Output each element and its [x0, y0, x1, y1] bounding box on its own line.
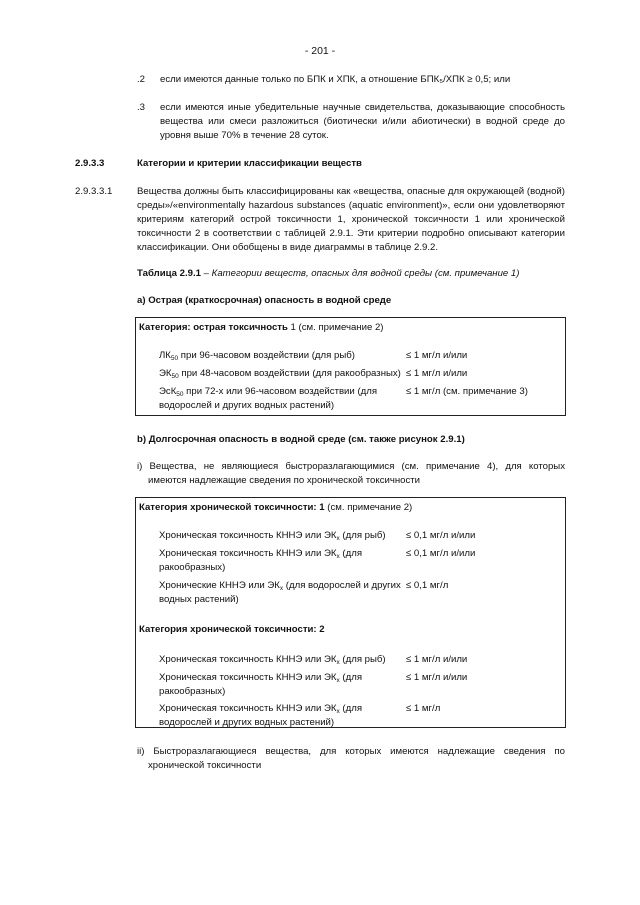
- acute-row-2-sub: 50: [171, 373, 179, 380]
- chronic-cat2-row-2-value: ≤ 1 мг/л и/или: [406, 672, 468, 683]
- acute-row-1: [159, 349, 355, 363]
- chronic-table: [135, 497, 566, 728]
- paragraph-text: Вещества должны быть классифицированы как «вещества, опасные для окружающей (водной) среды»/«environmentally hazardous substances (aquatic environment)», если они удовлетворяют критериям категорий острой токсичности 1, хронической токсичности 1 или хронической токсичности 2 в соответствии с таблицей 2.9.1. Эти критерии подробно описывают категории классификации. Они обобщены в виде диаграммы в таблице 2.9.2.: [137, 186, 565, 253]
- caption-text: Категории веществ, опасных для водной среды (см. примечание 1): [211, 268, 520, 279]
- row-text-cont: водорослей и других водных растений): [159, 717, 335, 728]
- row-tail: (для: [339, 548, 363, 559]
- acute-row-2: [159, 367, 401, 381]
- row-sub: x: [336, 659, 340, 666]
- list-item-number: .2: [137, 74, 146, 85]
- list-item-number: .3: [137, 102, 146, 113]
- row-tail: (для рыб): [339, 530, 386, 541]
- acute-row-3-value: ≤ 1 мг/л (см. примечание 3): [406, 386, 528, 397]
- acute-category-note: 1 (см. примечание 2): [287, 322, 384, 333]
- chronic-cat2-row-3-value: ≤ 1 мг/л: [406, 703, 441, 714]
- row-text: Хроническая токсичность КННЭ или ЭК: [159, 672, 337, 683]
- list-item-text: если имеются иные убедительные научные свидетельства, доказывающие способность вещества или смеси разложиться (биотически и/или абиотически) в водной среде до уровня выше 70% в течение 28 суток.: [160, 102, 565, 141]
- item-i: i) Вещества, не являющиеся быстроразлагающимися (см. примечание 4), для которых имеются надлежащие сведения по хронической токсичности: [137, 461, 565, 486]
- row-text: Хроническая токсичность КННЭ или ЭК: [159, 654, 337, 665]
- acute-category-heading: [139, 321, 384, 335]
- chronic-cat1-row-2-value: ≤ 0,1 мг/л и/или: [406, 548, 476, 559]
- acute-row-1-sub: 50: [170, 355, 179, 362]
- chronic-cat2-row-3: [159, 702, 362, 730]
- row-text: Хронические КННЭ или ЭК: [159, 580, 280, 591]
- acute-row-1-value: ≤ 1 мг/л и/или: [406, 350, 468, 361]
- row-text: Хроническая токсичность КННЭ или ЭК: [159, 530, 337, 541]
- acute-row-3-label: ЭсК: [159, 386, 177, 397]
- acute-row-2-text: при 48-часовом воздействии (для ракообразных): [178, 368, 401, 379]
- heading-chronic: b) Долгосрочная опасность в водной среде (см. также рисунок 2.9.1): [137, 434, 465, 445]
- row-sub: x: [336, 553, 340, 560]
- paragraph-number: 2.9.3.3.1: [75, 186, 113, 197]
- row-text-cont: ракообразных): [159, 686, 226, 697]
- acute-row-3-text-cont: водорослей и других водных растений): [159, 400, 335, 411]
- acute-row-3-text: при 72-х или 96-часовом воздействии (для: [183, 386, 378, 397]
- item-ii: ii) Быстроразлагающиеся вещества, для которых имеются надлежащие сведения по хронической токсичности: [137, 746, 565, 771]
- heading-acute: a) Острая (краткосрочная) опасность в водной среде: [137, 295, 392, 306]
- chronic-cat1-row-1-value: ≤ 0,1 мг/л и/или: [406, 530, 476, 541]
- acute-row-3: [159, 385, 377, 413]
- chronic-cat1-row-3-value: ≤ 0,1 мг/л: [406, 580, 449, 591]
- chronic-cat1-label: Категория хронической токсичности: 1: [139, 502, 325, 513]
- chronic-cat1-row-3: [159, 579, 401, 607]
- row-tail: (для водорослей и других: [283, 580, 401, 591]
- row-text-cont: ракообразных): [159, 562, 226, 573]
- chronic-cat1-row-1: [159, 529, 386, 543]
- acute-table: [135, 317, 566, 416]
- chronic-cat2-row-2: [159, 671, 362, 699]
- chronic-cat1-heading: [139, 501, 412, 515]
- page-number: - 201 -: [304, 45, 336, 57]
- row-text-cont: водных растений): [159, 594, 239, 605]
- row-tail: (для: [339, 672, 363, 683]
- chronic-cat1-row-2: [159, 547, 362, 575]
- row-tail: (для: [339, 703, 363, 714]
- chronic-cat2-heading: Категория хронической токсичности: 2: [139, 624, 325, 635]
- chronic-cat2-row-1: [159, 653, 386, 667]
- chronic-cat1-note: (см. примечание 2): [324, 502, 413, 513]
- list-item-text: если имеются данные только по БПК и ХПК, а отношение БПК₅/ХПК ≥ 0,5; или: [160, 74, 511, 85]
- section-title: Категории и критерии классификации веществ: [137, 158, 362, 169]
- chronic-cat2-row-1-value: ≤ 1 мг/л и/или: [406, 654, 468, 665]
- acute-row-2-value: ≤ 1 мг/л и/или: [406, 368, 468, 379]
- row-sub: x: [336, 708, 340, 715]
- section-number: 2.9.3.3: [75, 158, 105, 169]
- row-sub: x: [336, 535, 340, 542]
- row-text: Хроническая токсичность КННЭ или ЭК: [159, 548, 337, 559]
- acute-row-2-label: ЭК: [159, 368, 172, 379]
- row-text: Хроническая токсичность КННЭ или ЭК: [159, 703, 337, 714]
- caption-dash: –: [201, 268, 212, 279]
- acute-row-3-sub: 50: [176, 391, 184, 398]
- table-caption: [137, 267, 567, 281]
- row-sub: x: [336, 677, 340, 684]
- acute-category-label: Категория: острая токсичность: [139, 322, 288, 333]
- caption-label: Таблица 2.9.1: [137, 268, 201, 279]
- row-sub: x: [279, 585, 284, 592]
- acute-row-1-label: ЛК: [159, 350, 171, 361]
- acute-row-1-text: при 96-часовом воздействии (для рыб): [178, 350, 355, 361]
- row-tail: (для рыб): [339, 654, 386, 665]
